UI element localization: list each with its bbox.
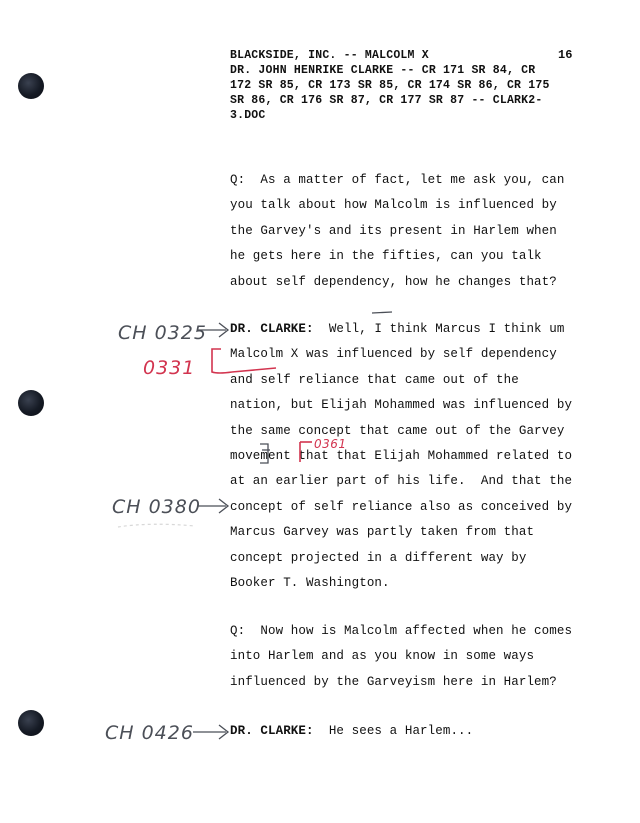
- punch-hole-top: [18, 73, 44, 99]
- handwritten-timecode-ch0380: CH 0380: [112, 496, 201, 518]
- handwritten-timecode-ch0325: CH 0325: [118, 322, 207, 344]
- answer-line: [230, 724, 473, 749]
- faint-erased-mark: [118, 524, 195, 527]
- question-line: influenced by the Garveyism here in Harlem?: [230, 674, 557, 689]
- header-line: 172 SR 85, CR 173 SR 85, CR 174 SR 86, CR 175: [230, 79, 550, 92]
- question-1: [230, 173, 564, 300]
- question-line: you talk about how Malcolm is influenced by: [230, 198, 557, 213]
- answer-line: concept of self reliance also as conceived by: [230, 499, 573, 514]
- header-line: SR 86, CR 176 SR 87, CR 177 SR 87 -- CLARK2-: [230, 94, 543, 107]
- pencil-arrow-2: [198, 499, 228, 513]
- speaker-label: DR. CLARKE:: [230, 724, 314, 738]
- pencil-dash: [372, 312, 392, 313]
- answer-line: nation, but Elijah Mohammed was influenced by: [230, 398, 573, 413]
- answer-text: He sees a Harlem...: [313, 724, 474, 738]
- answer-line: the same concept that came out of the Garvey: [230, 423, 565, 438]
- question-line: the Garvey's and its present in Harlem when: [230, 223, 557, 238]
- punch-hole-bottom: [18, 710, 44, 736]
- header-line: DR. JOHN HENRIKE CLARKE -- CR 171 SR 84, CR: [230, 64, 536, 77]
- answer-line: and self reliance that came out of the: [230, 372, 519, 387]
- question-line: Q: Now how is Malcolm affected when he comes: [230, 624, 573, 638]
- answer-line: [230, 322, 572, 347]
- answer-text: Well, I think Marcus I think um: [313, 322, 565, 336]
- header-line: BLACKSIDE, INC. -- MALCOLM X: [230, 49, 429, 62]
- answer-line: movement that that Elijah Mohammed related to: [230, 448, 573, 463]
- answer-2: [230, 724, 473, 749]
- question-2: [230, 624, 572, 700]
- question-line: Q: As a matter of fact, let me ask you, can: [230, 173, 565, 187]
- header-line: 3.DOC: [230, 109, 266, 122]
- answer-line: Marcus Garvey was partly taken from that: [230, 525, 535, 540]
- handwritten-timecode-0331: 0331: [143, 357, 196, 379]
- answer-line: Booker T. Washington.: [230, 575, 390, 590]
- answer-1: [230, 322, 572, 601]
- handwritten-timecode-0361: 0361: [314, 437, 347, 451]
- speaker-label: DR. CLARKE:: [230, 322, 314, 336]
- punch-hole-middle: [18, 390, 44, 416]
- question-line: into Harlem and as you know in some ways: [230, 649, 535, 664]
- question-line: about self dependency, how he changes that?: [230, 274, 557, 289]
- document-header: [230, 48, 575, 123]
- answer-line: concept projected in a different way by: [230, 550, 527, 565]
- question-line: he gets here in the fifties, can you talk: [230, 249, 542, 264]
- handwritten-timecode-ch0426: CH 0426: [105, 722, 194, 744]
- pencil-arrow-3: [193, 725, 228, 739]
- answer-line: at an earlier part of his life. And that the: [230, 474, 573, 489]
- page-number: 16: [558, 48, 573, 62]
- answer-line: Malcolm X was influenced by self dependency: [230, 347, 557, 362]
